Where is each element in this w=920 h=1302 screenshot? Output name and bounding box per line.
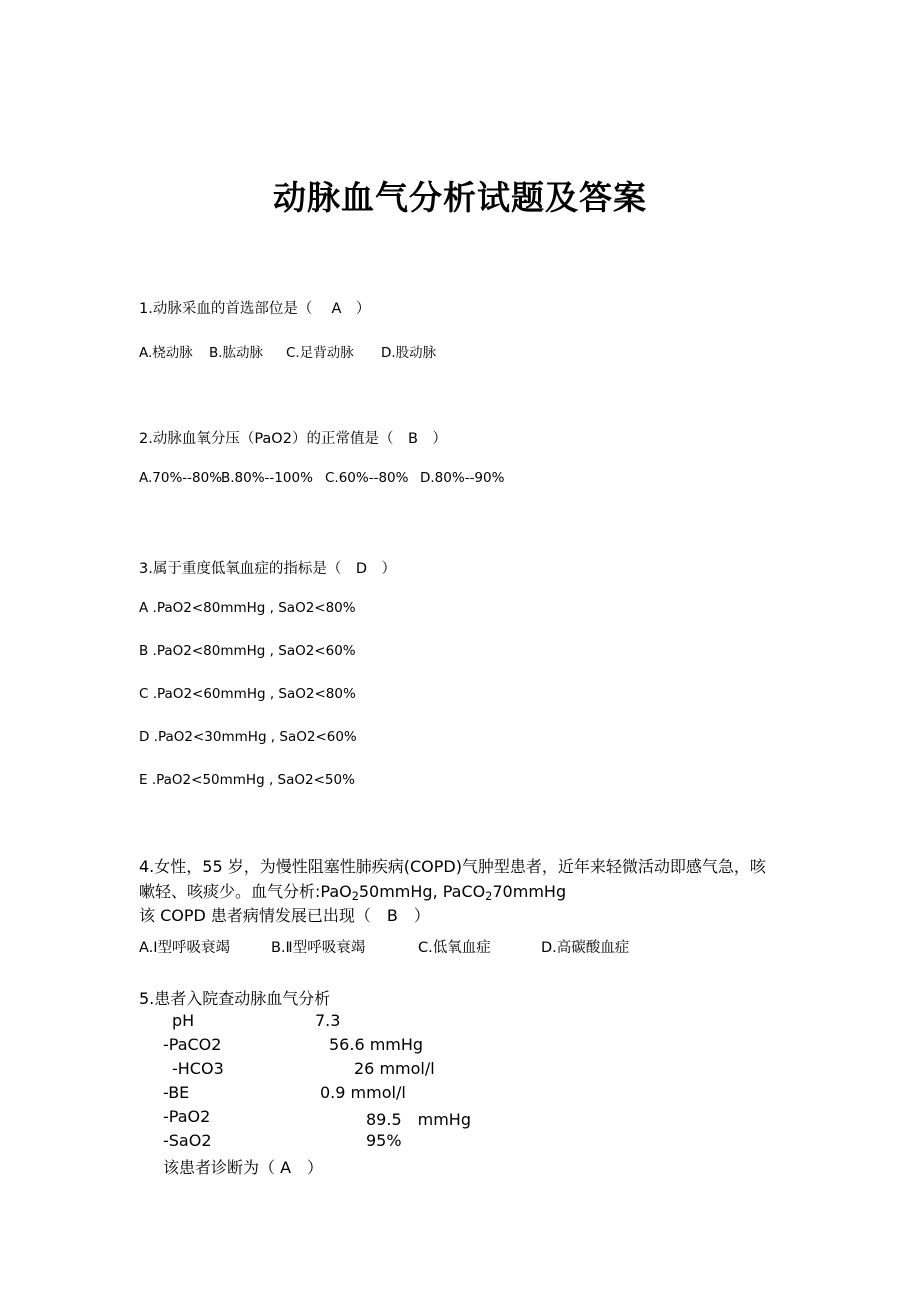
question-4-line-3: 该 COPD 患者病情发展已出现（ B ） (139, 906, 430, 925)
q5-row-label: -PaO2 (163, 1107, 211, 1126)
q4-option-a: A.Ⅰ型呼吸衰竭 (139, 940, 231, 956)
q2-option-d: D.80%--90% (420, 470, 505, 486)
question-2-stem: 2.动脉血氧分压（PaO2）的正常值是（ B ） (139, 431, 447, 447)
q5-row-value: 0.9 mmol/l (320, 1083, 406, 1102)
q5-row-label: -BE (163, 1083, 190, 1102)
q4-option-d: D.高碳酸血症 (541, 940, 630, 956)
q3-option-a: A .PaO2<80mmHg , SaO2<80% (139, 600, 356, 616)
q5-row-label: -PaCO2 (163, 1035, 222, 1054)
q3-option-d: D .PaO2<30mmHg , SaO2<60% (139, 729, 357, 745)
q2-option-b: B.80%--100% (221, 470, 313, 486)
q1-option-a: A.桡动脉 (139, 345, 193, 361)
q5-row-value: 56.6 mmHg (329, 1035, 424, 1054)
q5-row-value: 89.5 mmHg (366, 1110, 471, 1129)
q2-option-a: A.70%--80% (139, 470, 223, 486)
q5-row-value: 26 mmol/l (354, 1059, 435, 1078)
q3-option-b: B .PaO2<80mmHg , SaO2<60% (139, 643, 356, 659)
q5-row-value: 95% (366, 1131, 402, 1150)
question-3-stem: 3.属于重度低氧血症的指标是（ D ） (139, 561, 396, 577)
q5-row-label: pH (172, 1011, 195, 1030)
q1-option-c: C.足背动脉 (286, 345, 354, 361)
question-1-stem: 1.动脉采血的首选部位是（ A ） (139, 301, 371, 317)
q3-option-c: C .PaO2<60mmHg , SaO2<80% (139, 686, 356, 702)
question-5-stem: 5.患者入院查动脉血气分析 (139, 989, 331, 1008)
page-title: 动脉血气分析试题及答案 (273, 178, 647, 217)
question-4-line-2: 嗽轻、咳痰少。血气分析:PaO$_2$50mmHg, PaCO$_2$70mmHg (139, 882, 567, 903)
q4-option-b: B.Ⅱ型呼吸衰竭 (271, 940, 366, 956)
q5-row-value: 7.3 (315, 1011, 341, 1030)
q4-option-c: C.低氧血症 (418, 940, 491, 956)
q1-option-d: D.股动脉 (381, 345, 437, 361)
question-5-prompt: 该患者诊断为（ A ） (163, 1158, 324, 1177)
q3-option-e: E .PaO2<50mmHg , SaO2<50% (139, 772, 355, 788)
question-4-line-1: 4.女性，55 岁，为慢性阻塞性肺疾病(COPD)气肿型患者，近年来轻微活动即感气急，咳 (139, 857, 766, 876)
q2-option-c: C.60%--80% (325, 470, 409, 486)
q5-row-label: -SaO2 (163, 1131, 212, 1150)
q1-option-b: B.肱动脉 (209, 345, 264, 361)
q5-row-label: -HCO3 (172, 1059, 224, 1078)
